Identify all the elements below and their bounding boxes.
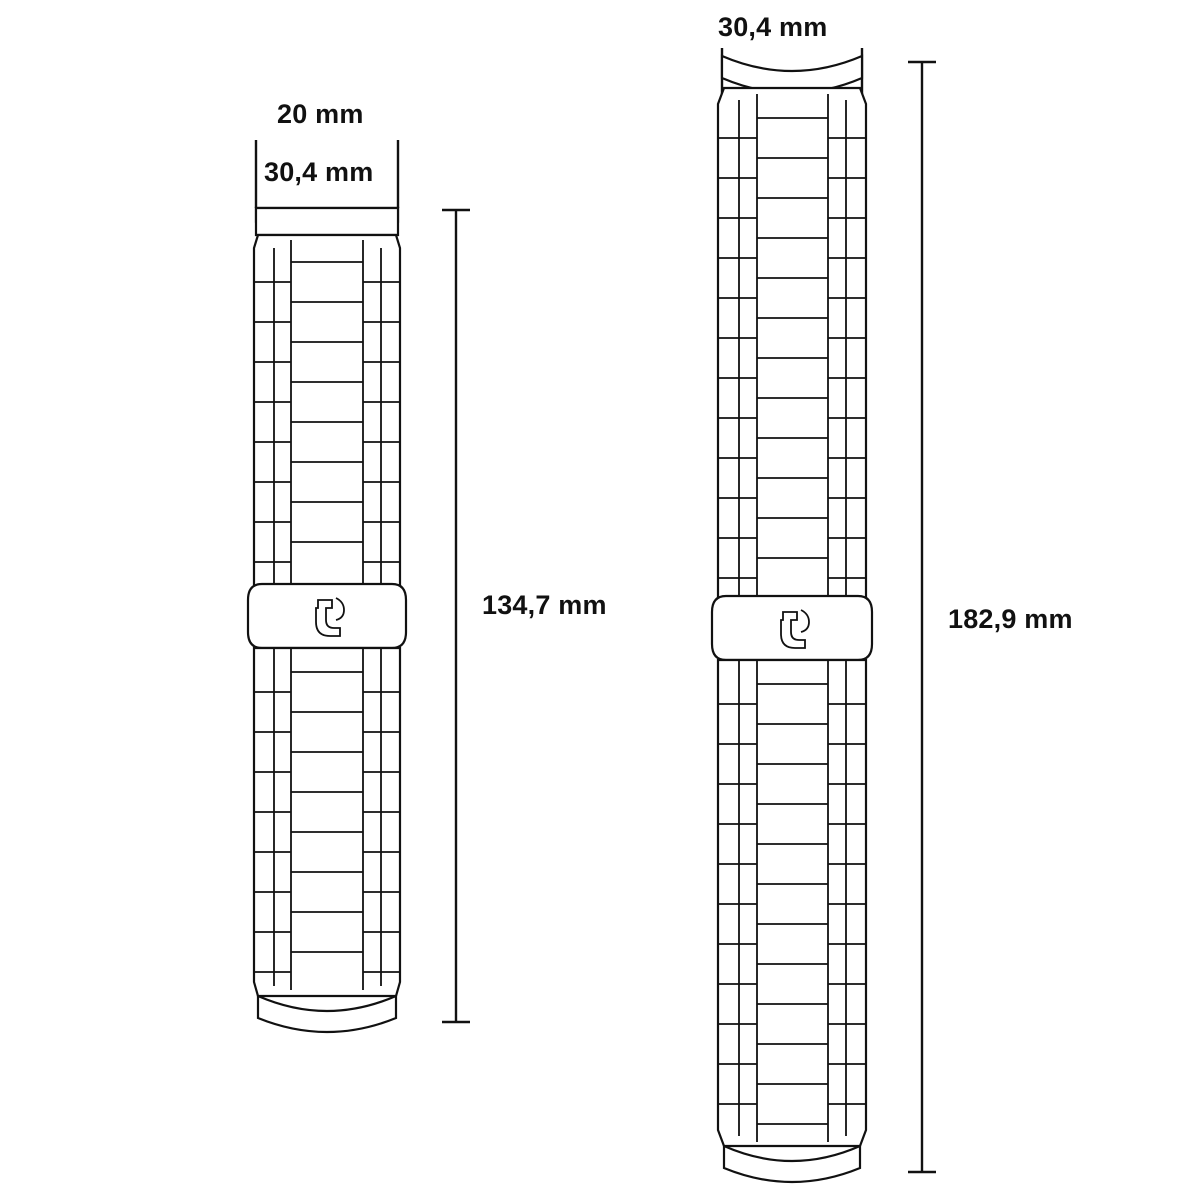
right-length-dimension xyxy=(908,62,936,1172)
right-bottom-end-cap xyxy=(724,1146,860,1182)
left-band-width-label: 30,4 mm xyxy=(264,157,374,187)
right-lower-band-outline xyxy=(718,660,866,1146)
right-length-label: 182,9 mm xyxy=(948,604,1073,634)
left-bracelet-view xyxy=(248,140,470,1032)
left-bottom-end-cap xyxy=(258,996,396,1032)
right-band-width-label: 30,4 mm xyxy=(718,12,828,42)
left-length-label: 134,7 mm xyxy=(482,590,607,620)
left-lower-band-outline xyxy=(254,648,400,996)
left-lug-width-label: 20 mm xyxy=(277,99,364,129)
left-upper-band-outline xyxy=(254,235,400,588)
right-bracelet-view xyxy=(712,48,936,1182)
right-clasp xyxy=(712,596,872,660)
left-length-dimension xyxy=(442,210,470,1022)
left-top-lug xyxy=(256,208,398,235)
right-upper-band-outline xyxy=(718,88,866,600)
left-clasp xyxy=(248,584,406,648)
